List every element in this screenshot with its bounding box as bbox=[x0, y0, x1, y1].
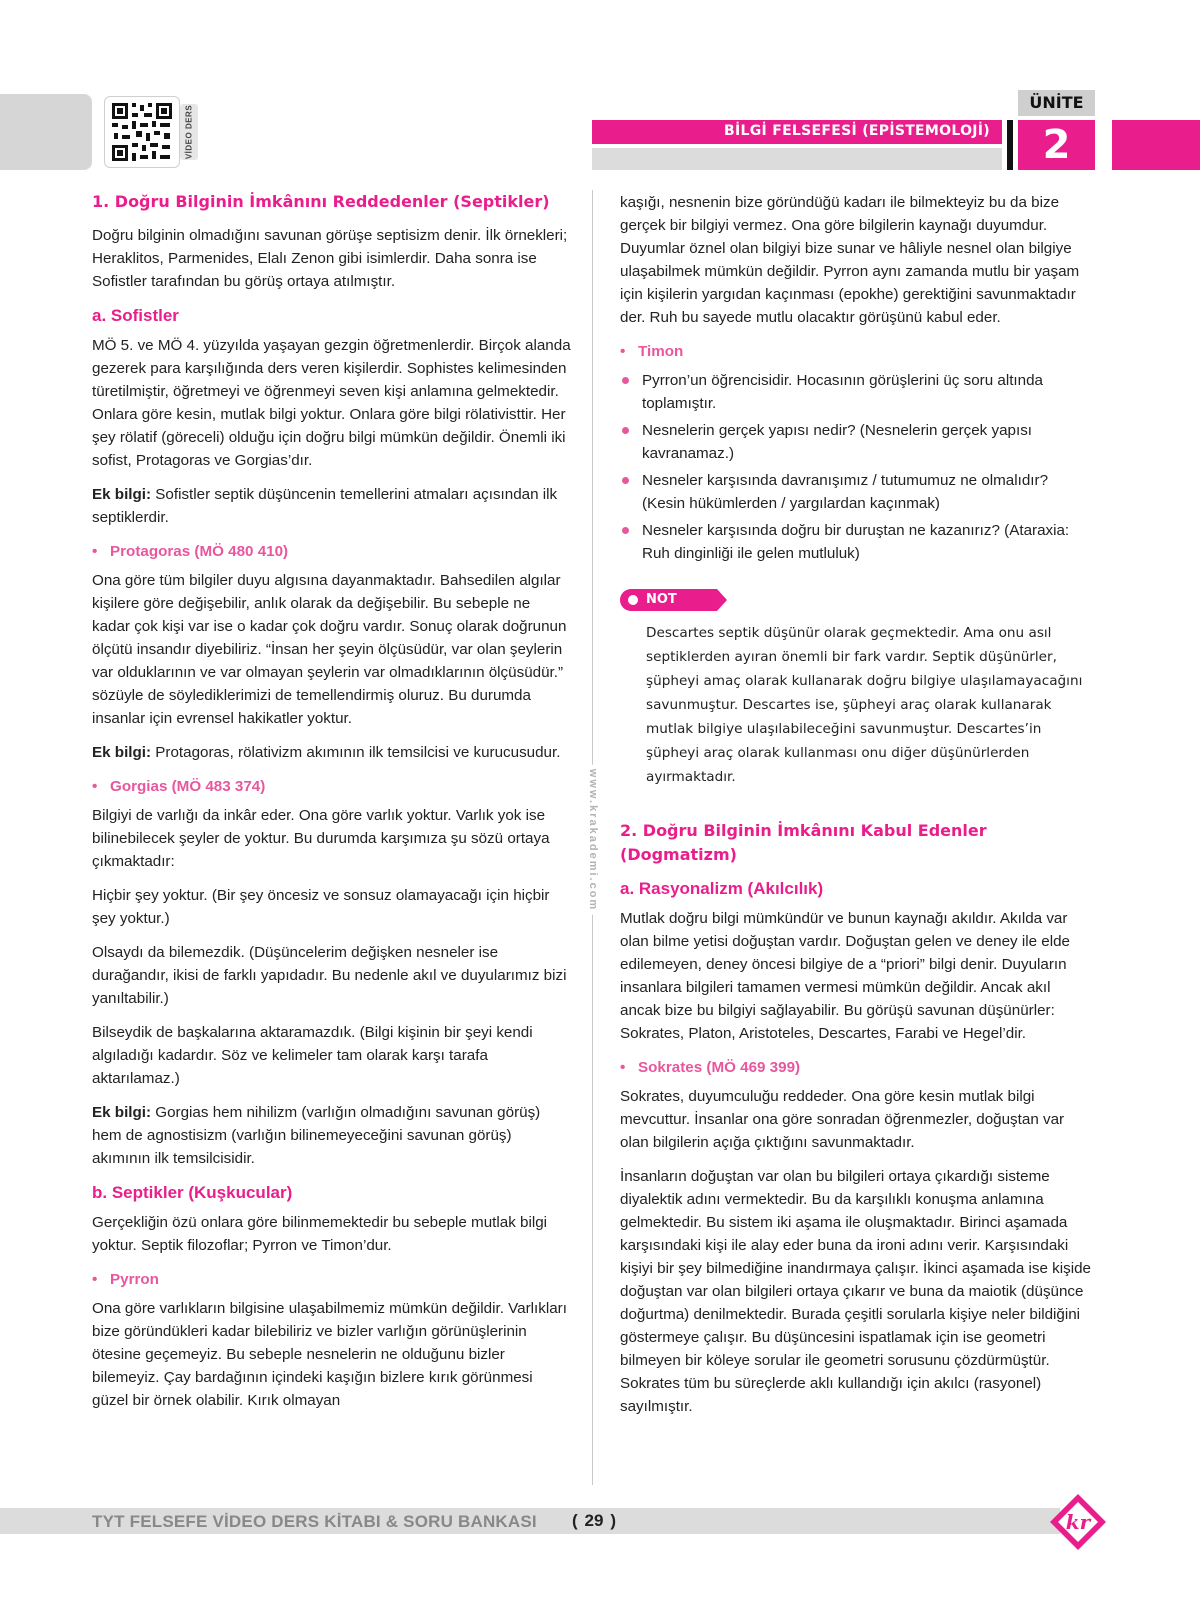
bullet-icon: • bbox=[620, 343, 626, 360]
note-label: NOT bbox=[646, 592, 677, 607]
subheading-text: Protagoras (MÖ 480 410) bbox=[110, 543, 289, 560]
page-number: ( 29 ) bbox=[568, 1508, 620, 1534]
qr-code[interactable] bbox=[104, 96, 180, 168]
heading-rasyonalizm: a. Rasyonalizm (Akılcılık) bbox=[620, 879, 824, 898]
paragraph: İnsanların doğuştan var olan bu bilgileri ortaya çıkardığı sisteme diyalektik adını vermektedir. Bu da karşılıklı konuşma anlamına gelmektedir. Bu sistem iki aşama ile oluşmaktadır. Birinci aşamada karşısındaki kişi ile alay eder buna da ironi adını verir. Karşısındaki kişiyi bir şey bilmediğine inandırmaya çalışır. İkinci aşamada ise kişide doğuştan var olan bilgileri ortaya çıkarır ve buna da maiotik (düşünce doğurtma) denilmektedir. Burada çeşitli sorularla kişiye neler bildiğini göstermeye çalışır. Bu düşüncesini ispatlamak için ise geometri bilmeyen bir köleye sorular ile geometri sorusunu çözdürmüştür. Sokrates tüm bu süreçlerde aklı kullandığı için akılcı (rasyonel) sayılmıştır. bbox=[620, 1168, 1092, 1415]
note-dot-icon bbox=[628, 595, 638, 605]
paragraph: Hiçbir şey yoktur. (Bir şey öncesiz ve sonsuz olamayacağı için hiçbir şey yoktur.) bbox=[92, 887, 550, 927]
bullet-icon: • bbox=[92, 543, 98, 560]
list-item-text: Pyrron’un öğrencisidir. Hocasının görüşlerini üç soru altında toplamıştır. bbox=[642, 372, 1043, 412]
watermark-text: www.krakademi.com bbox=[587, 765, 599, 915]
header-pink-block bbox=[1112, 120, 1200, 170]
bullet-icon bbox=[622, 477, 629, 484]
paragraph: Ona göre tüm bilgiler duyu algısına dayanmaktadır. Bahsedilen algılar kişilere göre değişebilir, anlık olarak da değişebilir. Bu sebeple ne kadar çok kişi var ise o kadar çok doğru vardır. Sonuç olarak doğrunun ölçütü insandır diyebiliriz. “İnsan her şeyin ölçüsüdür, var olan şeylerin var olduklarının ve var olmayan şeylerin var olmadıklarının ölçüsüdür.” sözüyle de söylediklerimizi de temellendirmiş oluruz. Bu durumda insanlar için evrensel hakikatler yoktur. bbox=[92, 572, 567, 727]
header-divider bbox=[1007, 120, 1013, 170]
subheading-text: Sokrates (MÖ 469 399) bbox=[638, 1059, 801, 1076]
note-text: Descartes septik düşünür olarak geçmektedir. Ama onu asıl septiklerden ayıran önemli bir fark vardır. Septik düşünürler, şüpheyi amaç olarak kullanarak doğru bilgiye ulaşılamayacağını savunmuştur. Descartes ise, şüpheyi araç olarak kullanarak mutlak bilgiye ulaşılabileceğini savunmuştur. Descartes’in şüpheyi araç olarak kullanması onu diğer düşünürlerden ayırmaktadır. bbox=[646, 625, 1083, 785]
paragraph: Ona göre varlıkların bilgisine ulaşabilmemiz mümkün değildir. Varlıkları bize göründükleri kadar bilebiliriz ve bizler varlığın görünüşlerinin ötesine geçemeyiz. Bu sebeple nesnelerin ne olduğunu bizler bilemeyiz. Çay bardağının içindeki kaşığın bizlere kırık görünmesi güzel bir örnek olabilir. Kırık olmayan bbox=[92, 1300, 567, 1409]
list-item bbox=[620, 369, 1094, 415]
bullet-icon bbox=[622, 527, 629, 534]
extra-info-label: Ek bilgi: bbox=[92, 486, 152, 503]
subheading-pyrron bbox=[92, 1268, 572, 1291]
paragraph: kaşığı, nesnenin bize göründüğü kadarı ile bilmekteyiz bu da bize gerçek bir bilgiyi vermez. Ona göre bilgilerin kaynağı duyumdur. Duyumlar öznel olan bilgiyi bize sunar ve hâliyle nesnel olan bilgiye ulaşabilmek mümkün değildir. Pyrron aynı zamanda mutlu bir yaşam için kişilerin yargıdan kaçınması (epokhe) gerektiğini savunmaktadır der. Ruh bu sayede mutlu olacaktır görüşünü kabul eder. bbox=[620, 194, 1080, 326]
paragraph: Olsaydı da bilemezdik. (Düşüncelerim değişken nesneler ise durağandır, ikisi de farklı yapıdadır. Bu nedenle akıl ve duyularımız bizi yanıltabilir.) bbox=[92, 944, 567, 1007]
subheading-text: Pyrron bbox=[110, 1271, 159, 1288]
list-item bbox=[620, 419, 1094, 465]
heading-dogmatizm: 2. Doğru Bilginin İmkânını Kabul Edenler (Dogmatizm) bbox=[620, 821, 987, 864]
extra-info-text: Sofistler septik düşüncenin temellerini atmaları açısından ilk septiklerdir. bbox=[92, 486, 558, 526]
header-grey-strip bbox=[592, 148, 1002, 170]
list-item-text: Nesnelerin gerçek yapısı nedir? (Nesnelerin gerçek yapısı kavranamaz.) bbox=[642, 422, 1033, 462]
qr-code-icon bbox=[110, 101, 174, 163]
list-item-text: Nesneler karşısında davranışımız / tutumumuz ne olmalıdır? (Kesin hükümlerden / yargılardan kaçınmak) bbox=[642, 472, 1049, 512]
extra-info-text: Gorgias hem nihilizm (varlığın olmadığını savunan görüş) hem de agnostisizm (varlığın bilinemeyeceğini savunan görüş) akımının ilk temsilcisidir. bbox=[92, 1104, 541, 1167]
publisher-logo-icon bbox=[1048, 1492, 1108, 1552]
paragraph: Gerçekliğin özü onlara göre bilinmemektedir bu sebeple mutlak bilgi yoktur. Septik filozoflar; Pyrron ve Timon’dur. bbox=[92, 1214, 548, 1254]
video-lesson-label: VİDEO DERS bbox=[184, 104, 194, 160]
subheading-sokrates bbox=[620, 1056, 1094, 1079]
bullet-icon bbox=[622, 427, 629, 434]
header-grey-block bbox=[0, 94, 92, 170]
list-item bbox=[620, 519, 1094, 565]
right-column bbox=[620, 191, 1094, 1429]
paragraph: Doğru bilginin olmadığını savunan görüşe septisizm denir. İlk örnekleri; Heraklitos, Parmenides, Elalı Zenon gibi isimlerdir. Daha sonra ise Sofistler tarafından bu görüş ortaya atılmıştır. bbox=[92, 227, 568, 290]
extra-info bbox=[92, 483, 572, 529]
extra-info-label: Ek bilgi: bbox=[92, 744, 152, 761]
bullet-icon bbox=[622, 377, 629, 384]
subheading-timon bbox=[620, 340, 1094, 363]
paragraph: Sokrates, duyumculuğu reddeder. Ona göre kesin mutlak bilgi mevcuttur. İnsanlar ona göre sonradan öğrenmezler, doğuştan var olan bilgilerin açığa çıktığını savunmaktadır. bbox=[620, 1088, 1065, 1151]
bullet-icon: • bbox=[92, 1271, 98, 1288]
heading-kuskucular: b. Septikler (Kuşkucular) bbox=[92, 1183, 293, 1202]
paragraph: Bilseydik de başkalarına aktaramazdık. (Bilgi kişinin bir şeyi kendi algıladığı kadardır. Söz ve kelimeler tam olarak karşı tarafa aktarılamaz.) bbox=[92, 1024, 533, 1087]
bullet-icon: • bbox=[620, 1059, 626, 1076]
section-title: BİLGİ FELSEFESİ (EPİSTEMOLOJİ) bbox=[724, 123, 990, 139]
subheading-gorgias bbox=[92, 775, 572, 798]
heading-sofistler: a. Sofistler bbox=[92, 306, 179, 325]
paragraph: Bilgiyi de varlığı da inkâr eder. Ona göre varlık yoktur. Varlık yok ise bilinebilecek şeyler de yoktur. Bu durumda karşımıza şu sözü ortaya çıkmaktadır: bbox=[92, 807, 550, 870]
left-column bbox=[92, 190, 572, 1423]
video-lesson-tab bbox=[180, 104, 198, 160]
unit-label: ÜNİTE bbox=[1018, 90, 1095, 116]
unit-number: 2 bbox=[1018, 120, 1095, 170]
subheading-text: Timon bbox=[638, 343, 684, 360]
heading-septikler: 1. Doğru Bilginin İmkânını Reddedenler (Septikler) bbox=[92, 192, 550, 211]
subheading-protagoras bbox=[92, 540, 572, 563]
timon-list bbox=[620, 369, 1094, 565]
extra-info bbox=[92, 741, 572, 764]
bullet-icon: • bbox=[92, 778, 98, 795]
paragraph: MÖ 5. ve MÖ 4. yüzyılda yaşayan gezgin öğretmenlerdir. Birçok alanda gezerek para karşılığında ders veren kişilerdir. Sophistes kelimesinden türetilmiştir, öğretmeyi ve öğrenmeyi seven kişi anlamına gelmektedir. Onlara göre kesin, mutlak bilgi yoktur. Onlara göre bilgi rölativisttir. Her şey rölatif (göreceli) olduğu için doğru bilgi mümkün değildir. Önemli iki sofist, Protagoras ve Gorgias’dır. bbox=[92, 337, 571, 469]
extra-info-label: Ek bilgi: bbox=[92, 1104, 152, 1121]
list-item bbox=[620, 469, 1094, 515]
extra-info-text: Protagoras, rölativizm akımının ilk temsilcisi ve kurucusudur. bbox=[151, 744, 561, 761]
paragraph: Mutlak doğru bilgi mümkündür ve bunun kaynağı akıldır. Akılda var olan bilme yetisi doğuştan vardır. Doğuştan gelen ve deney ile elde edilemeyen, deney öncesi bilgiye de a “priori” bilgi denir. Duyuların insanlara bilgileri tamamen vermesi mümkün değildir. Ancak akıl ancak bize bu bilgiyi sağlayabilir. Bu görüşü savunan düşünürler: Sokrates, Platon, Aristoteles, Descartes, Farabi ve Hegel’dir. bbox=[620, 910, 1071, 1042]
logo-text: kr bbox=[1065, 1510, 1091, 1534]
list-item-text: Nesneler karşısında doğru bir duruştan ne kazanırız? (Ataraxia: Ruh dinginliği ile gelen mutluluk) bbox=[642, 522, 1070, 562]
section-title-bar bbox=[592, 120, 1002, 144]
note-tag bbox=[620, 589, 717, 611]
footer-book-title: TYT FELSEFE VİDEO DERS KİTABI & SORU BANKASI bbox=[92, 1512, 537, 1531]
extra-info bbox=[92, 1101, 572, 1170]
subheading-text: Gorgias (MÖ 483 374) bbox=[110, 778, 266, 795]
watermark bbox=[585, 760, 601, 920]
